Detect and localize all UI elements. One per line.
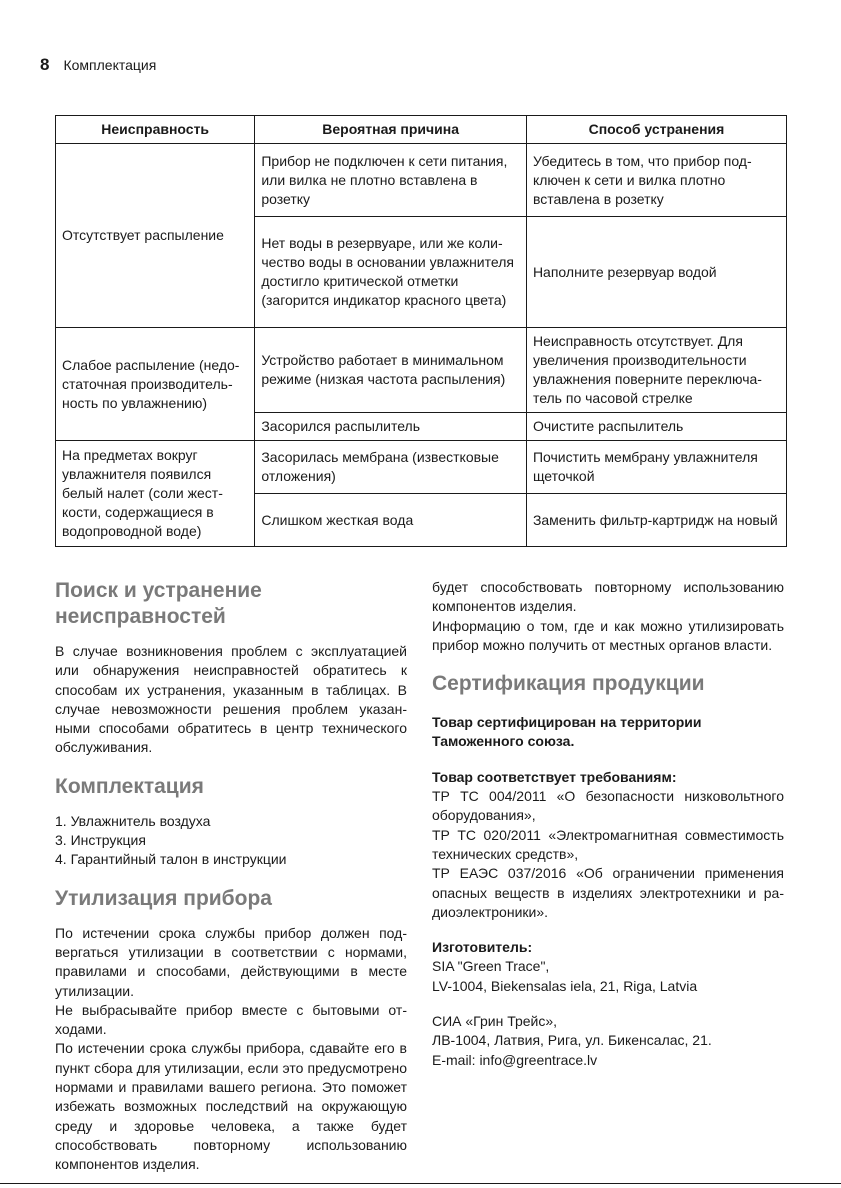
disposal-paragraph: По истечении срока службы прибора, сдавайте его в пункт сбора для утилизации, если это предусмотрено нормами и правилами вашего региона. Это поможет избежать возможных последствий на окружающую среду и здоровье человека, а также будет способствовать повторному использованию компонентов изделия. (55, 1040, 407, 1173)
manufacturer-heading: Изготовитель: (432, 939, 533, 956)
fault-cell: На предметах вокруг увлажнителя появился белый налет (соли жесткости, содержащиеся в водопроводной воде) (56, 441, 255, 547)
disposal-paragraph: По истечении срока службы прибор должен подвергаться утилизации в соответствии с нормами, правилами и способами, действующими в месте утилизации. (55, 924, 407, 999)
manufacturer-ru-line: СИА «Грин Трейс», (432, 1013, 558, 1030)
list-item: 1. Увлажнитель воздуха (55, 812, 211, 829)
standard-line: ТР ЕАЭС 037/2016 «Об ограничении применения опасных веществ в изделиях электротехники и радиоэлектроники». (432, 865, 784, 920)
kit-heading: Комплектация (55, 774, 204, 798)
cause-cell: Нет воды в резервуаре, или же количество воды в основании увлажнителя достигло критической отметки (загорится индикатор красного цвета) (255, 217, 527, 328)
table-row (56, 441, 787, 494)
left-column (55, 578, 407, 1173)
troubleshooting-heading: Поиск и устранение неисправностей (55, 579, 262, 628)
table-header-row (56, 116, 787, 144)
footer-rule (0, 1183, 841, 1184)
remedy-cell: Очистите распылитель (526, 413, 786, 441)
header-cause: Вероятная причина (255, 116, 527, 144)
cause-cell: Слишком жесткая вода (255, 494, 527, 547)
troubleshooting-text: В случае возникновения проблем с эксплуатацией или обнаружения неисправностей обратитесь к способам их устранения, указанным в таблицах. В случае невозможности решения проблем указанными способами обратитесь в центр технического обслуживания. (55, 643, 407, 756)
remedy-cell: Неисправность отсутствует. Для увеличения производительности увлажнения поверните переключатель по часовой стрелке (526, 328, 786, 413)
fault-cell: Слабое распыление (недостаточная производительность по увлажнению) (56, 328, 255, 441)
header-fault: Неисправность (56, 116, 255, 144)
list-item: 4. Гарантийный талон в инструкции (55, 851, 287, 868)
certification-heading: Сертификация продукции (432, 672, 705, 696)
right-column (432, 578, 784, 1070)
disposal-paragraph: Информацию о том, где и как можно утилизировать прибор можно получить от местных органов власти. (432, 617, 784, 653)
remedy-cell: Убедитесь в том, что прибор подключен к сети и вилка плотно вставлена в розетку (526, 144, 786, 217)
troubleshooting-table (55, 115, 787, 547)
cause-cell: Прибор не подключен к сети питания, или вилка не плотно вставлена в розетку (255, 144, 527, 217)
page-number: 8 (40, 55, 50, 74)
remedy-cell: Наполните резервуар водой (526, 217, 786, 328)
page-header (40, 55, 156, 75)
cause-cell: Устройство работает в минимальном режиме (низкая частота распыления) (255, 328, 527, 413)
kit-list (55, 812, 407, 870)
manufacturer-email: E-mail: info@greentrace.lv (432, 1051, 598, 1068)
remedy-cell: Почистить мембрану увлажнителя щеточкой (526, 441, 786, 494)
certified-text: Товар сертифицирован на территории Таможенного союза. (432, 714, 702, 750)
complies-heading: Товар соответствует требованиям: (432, 768, 677, 785)
table-row (56, 328, 787, 413)
disposal-heading: Утилизация прибора (55, 886, 272, 910)
remedy-cell: Заменить фильтр-картридж на новый (526, 494, 786, 547)
manufacturer-line: SIA "Green Trace", (432, 958, 550, 975)
list-item: 3. Инструкция (55, 832, 146, 849)
disposal-paragraph-continued: будет способствовать повторному использованию компонентов изделия. (432, 579, 784, 615)
fault-cell: Отсутствует распыление (56, 144, 255, 328)
standard-line: ТР ТС 020/2011 «Электромагнитная совместимость технических средств», (432, 826, 784, 862)
table-row (56, 144, 787, 217)
running-section-title: Комплектация (63, 57, 157, 73)
cause-cell: Засорился распылитель (255, 413, 527, 441)
manufacturer-ru-line: ЛВ-1004, Латвия, Рига, ул. Бикенсалас, 21. (432, 1032, 712, 1049)
cause-cell: Засорилась мембрана (известковые отложения) (255, 441, 527, 494)
disposal-paragraph: Не выбрасывайте прибор вместе с бытовыми отходами. (55, 1001, 407, 1038)
manufacturer-line: LV-1004, Biekensalas iela, 21, Riga, Latvia (432, 977, 698, 994)
header-remedy: Способ устранения (526, 116, 786, 144)
standard-line: ТР ТС 004/2011 «О безопасности низковольтного оборудования», (432, 788, 784, 824)
